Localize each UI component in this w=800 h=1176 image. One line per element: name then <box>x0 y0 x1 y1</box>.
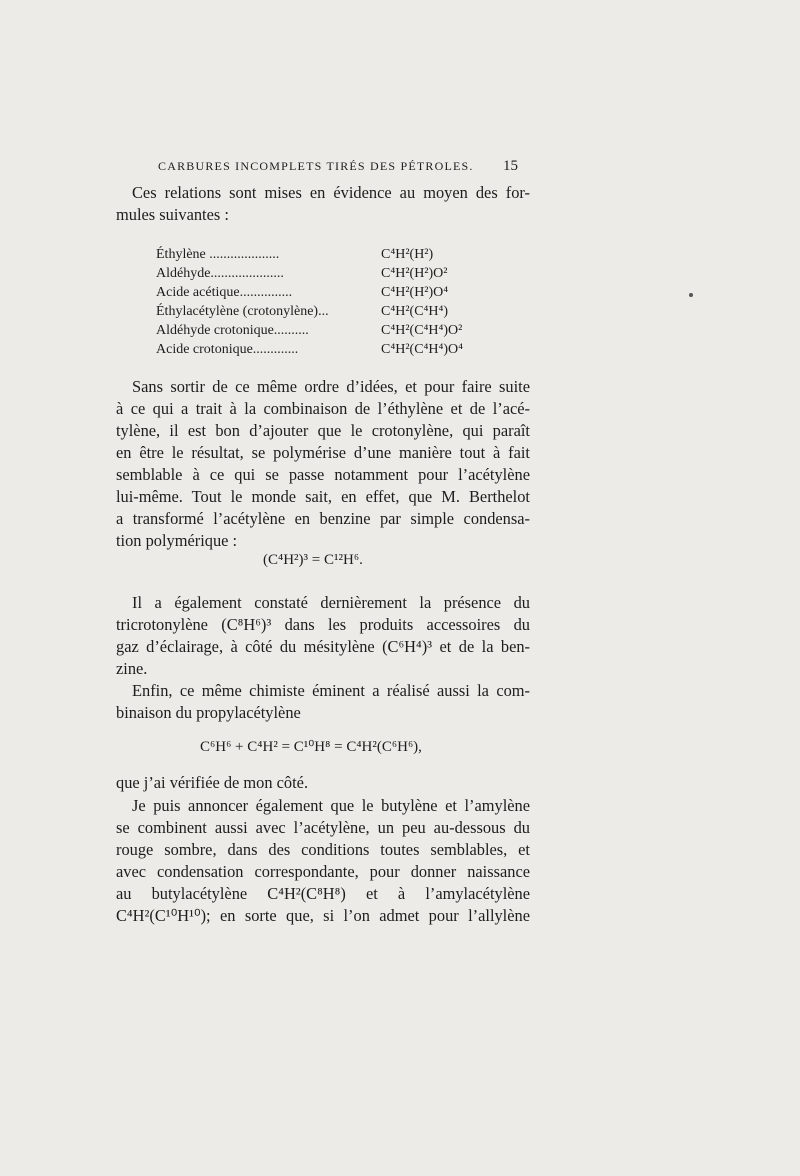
text-line: se combinent aussi avec l’acétylène, un peu au-dessous du <box>116 818 530 837</box>
compound-name: Acide crotonique............. <box>156 342 299 357</box>
text-line: tion polymérique : <box>116 531 238 550</box>
text-line: rouge sombre, dans des conditions toutes semblables, et <box>116 840 530 859</box>
formula-benzine: (C⁴H²)³ = C¹²H⁶. <box>263 552 363 568</box>
formula-propylacetylene: C⁶H⁶ + C⁴H² = C¹⁰H⁸ = C⁴H²(C⁶H⁶), <box>200 739 422 755</box>
text-line: Je puis annoncer également que le butylène et l’amylène <box>132 796 530 815</box>
compound-formula: C⁴H²(C⁴H⁴) <box>381 304 449 319</box>
table-row <box>156 264 506 283</box>
text-line: avec condensation correspondante, pour donner naissance <box>116 862 530 881</box>
text-line: C⁴H²(C¹⁰H¹⁰); en sorte que, si l’on admet pour l’allylène <box>116 906 530 925</box>
text-line: zine. <box>116 659 148 678</box>
compound-formula: C⁴H²(C⁴H⁴)O² <box>381 323 463 338</box>
text-line: Ces relations sont mises en évidence au moyen des for- <box>132 183 530 202</box>
running-header <box>158 158 518 175</box>
text-line: a transformé l’acétylène en benzine par simple condensa- <box>116 509 530 528</box>
paragraph-1 <box>116 376 530 552</box>
compound-formula: C⁴H²(C⁴H⁴)O⁴ <box>381 342 464 357</box>
compound-name: Aldéhyde..................... <box>156 266 284 281</box>
text-line: gaz d’éclairage, à côté du mésitylène (C⁶H⁴)³ et de la ben- <box>116 637 530 656</box>
paragraph-3 <box>116 680 530 724</box>
table-row <box>156 302 506 321</box>
compound-name: Éthylacétylène (crotonylène)... <box>156 304 329 319</box>
page-number: 15 <box>503 158 518 174</box>
text-line: lui-même. Tout le monde sait, en effet, que M. Berthelot <box>116 487 530 506</box>
text-line: au butylacétylène C⁴H²(C⁸H⁸) et à l’amylacétylène <box>116 884 530 903</box>
formula-table <box>156 245 506 359</box>
text-line: Il a également constaté dernièrement la présence du <box>132 593 530 612</box>
table-row <box>156 321 506 340</box>
compound-formula: C⁴H²(H²) <box>381 247 434 262</box>
text-line: binaison du propylacétylène <box>116 703 301 722</box>
paragraph-2 <box>116 592 530 680</box>
compound-formula: C⁴H²(H²)O⁴ <box>381 285 449 300</box>
text-line: tylène, il est bon d’ajouter que le crotonylène, qui paraît <box>116 421 530 440</box>
text-line: en être le résultat, se polymérise d’une manière tout à fait <box>116 443 530 462</box>
compound-name: Éthylène .................... <box>156 247 280 262</box>
compound-formula: C⁴H²(H²)O² <box>381 266 448 281</box>
running-title: CARBURES INCOMPLETS TIRÉS DES PÉTROLES. <box>158 159 474 173</box>
table-row <box>156 283 506 302</box>
paragraph-4 <box>116 772 530 794</box>
compound-name: Aldéhyde crotonique.......... <box>156 323 309 338</box>
text-line: Sans sortir de ce même ordre d’idées, et pour faire suite <box>132 377 530 396</box>
text-line: que j’ai vérifiée de mon côté. <box>116 773 309 792</box>
text-line: à ce qui a trait à la combinaison de l’éthylène et de l’acé- <box>116 399 530 418</box>
speck-mark <box>689 293 693 297</box>
text-line: tricrotonylène (C⁸H⁶)³ dans les produits accessoires du <box>116 615 530 634</box>
intro-paragraph <box>116 182 530 226</box>
table-row <box>156 340 506 359</box>
table-row <box>156 245 506 264</box>
paragraph-5 <box>116 795 530 927</box>
text-line: mules suivantes : <box>116 205 229 224</box>
compound-name: Acide acétique............... <box>156 285 293 300</box>
text-line: Enfin, ce même chimiste éminent a réalisé aussi la com- <box>132 681 530 700</box>
text-line: semblable à ce qui se passe notamment pour l’acétylène <box>116 465 530 484</box>
